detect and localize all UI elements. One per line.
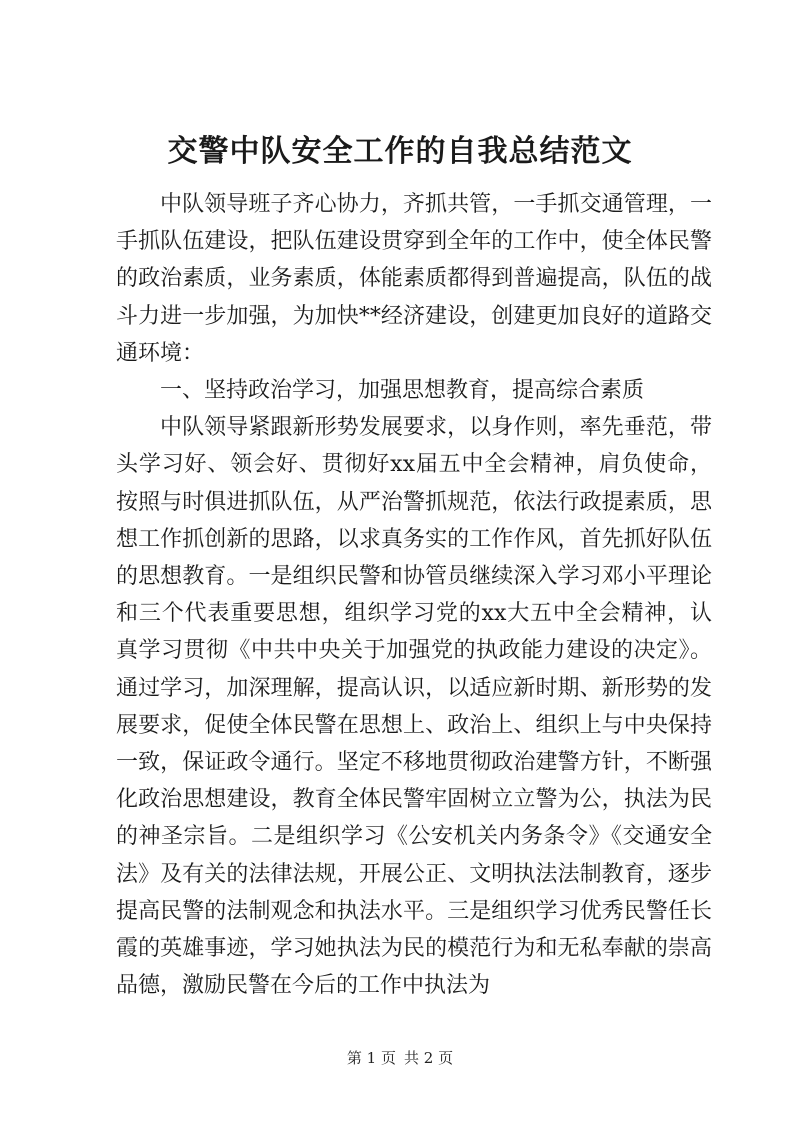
- page-total: 共 2 页: [404, 1049, 454, 1067]
- page-number: 第 1 页: [346, 1049, 396, 1067]
- paragraph-intro: 中队领导班子齐心协力，齐抓共管，一手抓交通管理，一手抓队伍建设，把队伍建设贯穿到全年的工作中，使全体民警的政治素质，业务素质，体能素质都得到普遍提高，队伍的战斗力进一步加强，为加快**经济建设，创建更加良好的道路交通环境：: [116, 192, 712, 366]
- document-title: 交警中队安全工作的自我总结范文: [167, 134, 633, 169]
- page-footer: [0, 1048, 800, 1068]
- document-body: [116, 186, 712, 1004]
- paragraph-section-1: 中队领导紧跟新形势发展要求，以身作则，率先垂范，带头学习好、领会好、贯彻好xx届五中全会精神，肩负使命，按照与时俱进抓队伍，从严治警抓规范，依法行政提素质，思想工作抓创新的思路，以求真务实的工作作风，首先抓好队伍的思想教育。一是组织民警和协管员继续深入学习邓小平理论和三个代表重要思想，组织学习党的xx大五中全会精神，认真学习贯彻《中共中央关于加强党的执政能力建设的决定》。通过学习，加深理解，提高认识，以适应新时期、新形势的发展要求，促使全体民警在思想上、政治上、组织上与中央保持一致，保证政令通行。坚定不移地贯彻政治建警方针，不断强化政治思想建设，教育全体民警牢固树立立警为公，执法为民的神圣宗旨。二是组织学习《公安机关内务条令》《交通安全法》及有关的法律法规，开展公正、文明执法法制教育，逐步提高民警的法制观念和执法水平。三是组织学习优秀民警任长霞的英雄事迹，学习她执法为民的模范行为和无私奉献的崇高品德，激励民警在今后的工作中执法为: [116, 415, 712, 999]
- section-heading-1: 一、坚持政治学习，加强思想教育，提高综合素质: [160, 378, 645, 404]
